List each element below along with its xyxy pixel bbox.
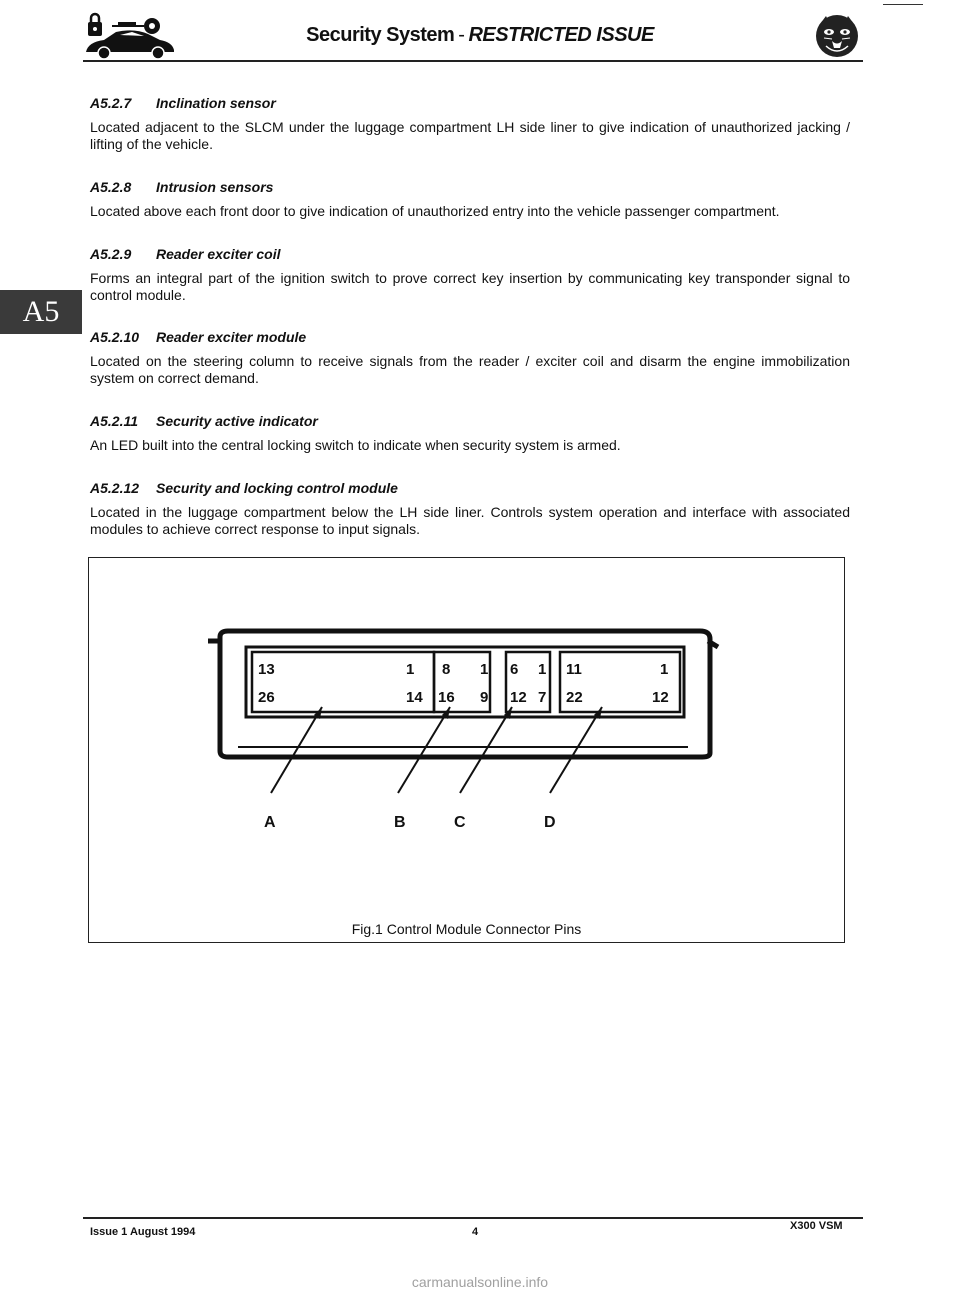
- section-title: Reader exciter module: [156, 329, 307, 345]
- pin-label: 1: [538, 661, 547, 678]
- section-body: An LED built into the central locking switch to indicate when security system is armed.: [90, 437, 621, 453]
- pin-label: 22: [566, 689, 583, 706]
- pin-label: 9: [480, 689, 489, 706]
- pin-label: 1: [480, 661, 489, 678]
- section-heading: [90, 179, 850, 195]
- pin-label: 8: [442, 661, 451, 678]
- section-inclination-sensor: [90, 95, 850, 153]
- connector-label: A: [264, 814, 276, 831]
- header-title-dash: -: [458, 24, 465, 46]
- pin-label: 12: [510, 689, 527, 706]
- section-reader-exciter-coil: [90, 246, 850, 304]
- section-title: Reader exciter coil: [156, 246, 281, 262]
- section-intrusion-sensors: [90, 179, 850, 220]
- section-number: A5.2.8: [90, 179, 132, 195]
- corner-mark: [883, 4, 923, 5]
- pin-label: 1: [406, 661, 415, 678]
- footer-page-number: 4: [471, 1226, 479, 1238]
- pin-label: 7: [538, 689, 547, 706]
- pin-label: 6: [510, 661, 519, 678]
- pin-label: 14: [406, 689, 423, 706]
- connector-label: B: [394, 814, 406, 831]
- section-number: A5.2.12: [90, 480, 140, 496]
- header-restricted-label: RESTRICTED ISSUE: [468, 24, 654, 46]
- connector-diagram: [88, 557, 845, 921]
- section-heading: [90, 246, 850, 262]
- footer-rule: [83, 1217, 863, 1219]
- section-heading: [90, 95, 850, 111]
- section-body: Located on the steering column to receive signals from the reader / exciter coil and disarm the engine immobilization system on correct demand.: [90, 353, 850, 386]
- footer-issue: Issue 1 August 1994: [90, 1226, 196, 1238]
- section-body: Forms an integral part of the ignition switch to prove correct key insertion by communicating key transponder signal to control module.: [90, 270, 850, 303]
- section-title: Inclination sensor: [156, 95, 276, 111]
- module-housing: [208, 631, 718, 757]
- section-title: Security active indicator: [156, 413, 318, 429]
- watermark-text: carmanualsonline.info: [411, 1274, 549, 1290]
- section-heading: [90, 329, 850, 345]
- pin-label: 12: [652, 689, 669, 706]
- header-title-main: Security System: [306, 24, 455, 46]
- section-body: Located in the luggage compartment below the LH side liner. Controls system operation and interface with associated modules to achieve correct response to input signals.: [90, 504, 850, 537]
- section-body: Located adjacent to the SLCM under the luggage compartment LH side liner to give indication of unauthorized jacking / lifting of the vehicle.: [90, 119, 850, 152]
- pin-label: 13: [258, 661, 275, 678]
- section-reader-exciter-module: [90, 329, 850, 387]
- section-title: Intrusion sensors: [156, 179, 274, 195]
- connector-label: D: [544, 814, 556, 831]
- figure-caption: Fig.1 Control Module Connector Pins: [351, 921, 582, 937]
- section-body: Located above each front door to give indication of unauthorized entry into the vehicle passenger compartment.: [90, 203, 780, 219]
- section-number: A5.2.9: [90, 246, 132, 262]
- footer-doc-code: X300 VSM: [790, 1220, 843, 1232]
- section-title: Security and locking control module: [156, 480, 398, 496]
- section-security-locking-control-module: [90, 480, 850, 538]
- section-number: A5.2.7: [90, 95, 132, 111]
- header-rule: [83, 60, 863, 62]
- section-heading: [90, 413, 850, 429]
- pin-label: 16: [438, 689, 455, 706]
- jaguar-emblem-icon: [812, 10, 862, 60]
- section-heading: [90, 480, 850, 496]
- section-security-active-indicator: [90, 413, 850, 454]
- section-number: A5.2.11: [90, 413, 138, 429]
- pin-label: 26: [258, 689, 275, 706]
- pin-label: 11: [566, 661, 582, 678]
- section-number: A5.2.10: [90, 329, 140, 345]
- section-tab: A5: [0, 290, 82, 334]
- pin-label: 1: [660, 661, 669, 678]
- connector-label: C: [454, 814, 466, 831]
